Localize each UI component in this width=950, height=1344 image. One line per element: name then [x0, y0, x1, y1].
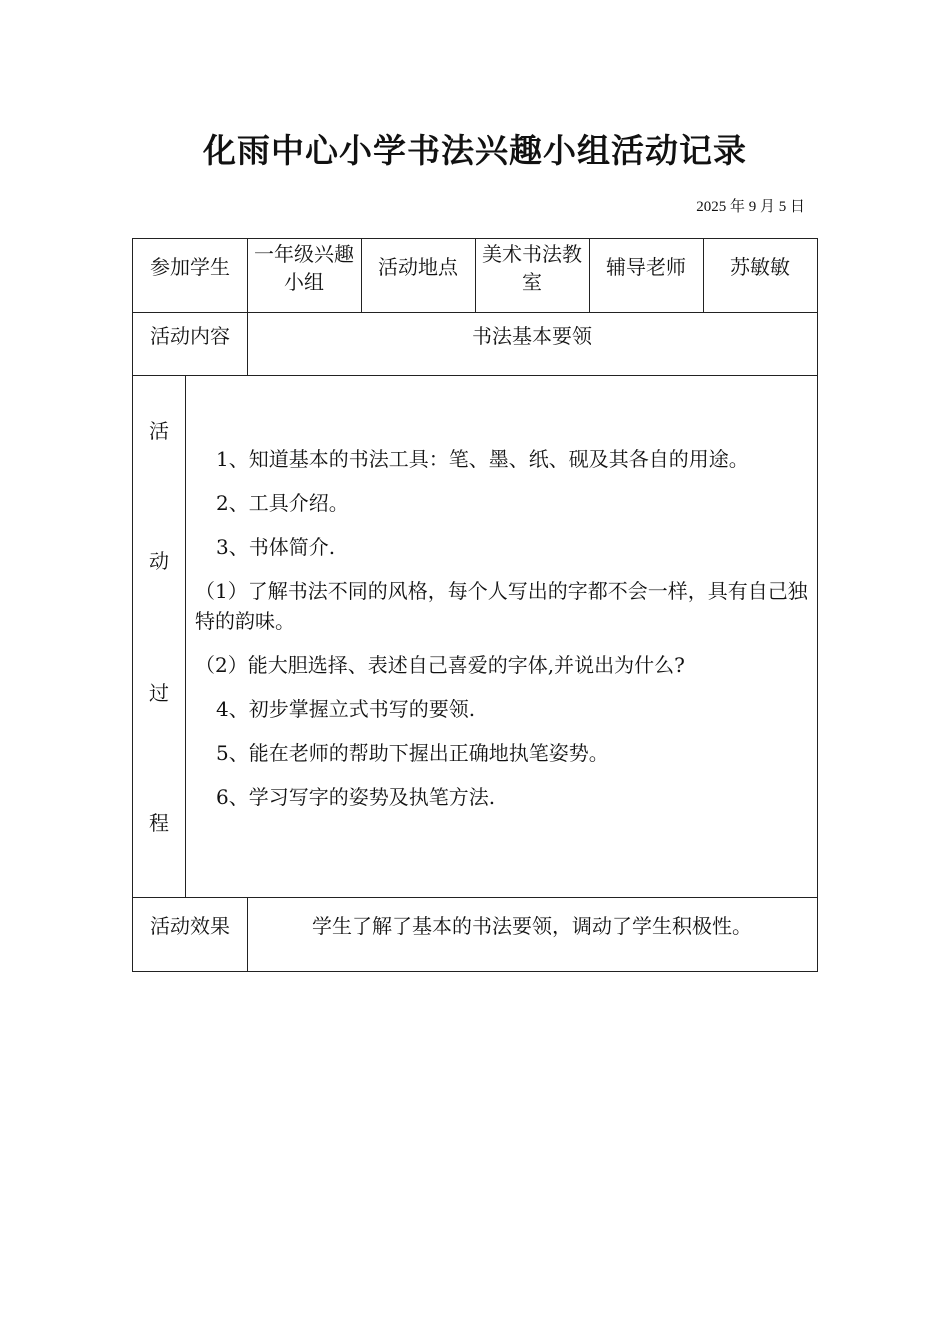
location-label: 活动地点 — [378, 255, 458, 279]
column-divider — [247, 239, 248, 312]
location-value: 美术书法教室 — [482, 242, 582, 294]
effect-value: 学生了解了基本的书法要领，调动了学生积极性。 — [312, 914, 752, 938]
process-label-char: 动 — [149, 549, 169, 573]
process-item: 1、知道基本的书法工具：笔、墨、纸、砚及其各自的用途。 — [216, 447, 749, 471]
process-item: 4、初步掌握立式书写的要领. — [216, 697, 476, 721]
process-item: （1）了解书法不同的风格，每个人写出的字都不会一样，具有自己独特的韵味。 — [195, 579, 808, 633]
process-item: 5、能在老师的帮助下握出正确地执笔姿势。 — [216, 741, 609, 765]
process-label-char: 程 — [149, 811, 169, 835]
teacher-label: 辅导老师 — [606, 255, 686, 279]
content-value: 书法基本要领 — [472, 324, 592, 348]
row-divider — [133, 897, 817, 898]
row-divider — [133, 312, 817, 313]
column-divider — [185, 375, 186, 897]
process-content — [195, 444, 809, 826]
row-divider — [133, 375, 817, 376]
activity-record-table — [132, 238, 818, 972]
participants-value: 一年级兴趣小组 — [254, 242, 354, 294]
effect-label: 活动效果 — [150, 914, 230, 938]
process-item: 6、学习写字的姿势及执笔方法. — [216, 785, 496, 809]
participants-label: 参加学生 — [150, 255, 230, 279]
process-label-char: 活 — [149, 419, 169, 443]
record-date: 2025 年 9 月 5 日 — [696, 199, 805, 215]
page-title: 化雨中心小学书法兴趣小组活动记录 — [203, 131, 747, 170]
content-label: 活动内容 — [150, 324, 230, 348]
process-item: （2）能大胆选择、表述自己喜爱的字体,并说出为什么? — [195, 653, 685, 677]
process-item: 3、书体简介. — [216, 535, 336, 559]
process-label-char: 过 — [149, 681, 169, 705]
column-divider — [475, 239, 476, 312]
teacher-value: 苏敏敏 — [730, 255, 790, 279]
process-item: 2、工具介绍。 — [216, 491, 349, 515]
